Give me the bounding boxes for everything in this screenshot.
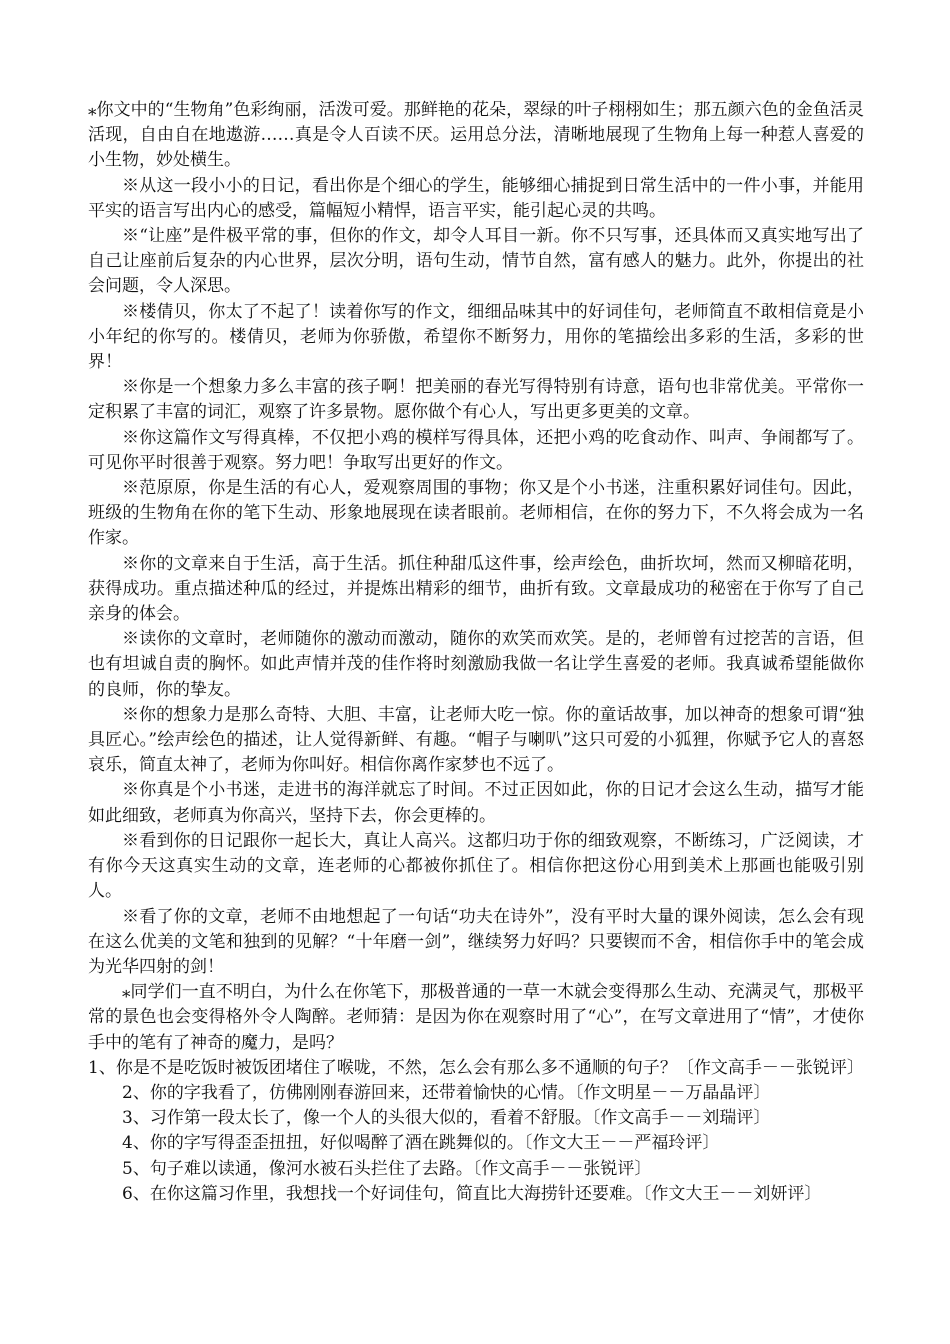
comment-paragraph: ※你的想象力是那么奇特、大胆、丰富，让老师大吃一惊。你的童话故事，加以神奇的想象可谓“独具匠心。”绘声绘色的描述，让人觉得新鲜、有趣。“帽子与喇叭”这只可爱的小狐狸，你赋予它人的喜怒哀乐，简直太神了，老师为你叫好。相信你离作家梦也不远了。 [88, 704, 864, 776]
numbered-comment: 4、你的字写得歪歪扭扭，好似喝醉了酒在跳舞似的。〔作文大王－－严福玲评〕 [122, 1133, 720, 1154]
comment-paragraph: ※范原原，你是生活的有心人，爱观察周围的事物；你又是个小书迷，注重积累好词佳句。因此，班级的生物角在你的笔下生动、形象地展现在读者眼前。老师相信，在你的努力下，不久将会成为一名作家。 [88, 478, 864, 549]
comment-paragraph: ※你是一个想象力多么丰富的孩子啊！把美丽的春光写得特别有诗意，语句也非常优美。平常你一定积累了丰富的词汇，观察了许多景物。愿你做个有心人，写出更多更美的文章。 [88, 377, 864, 423]
document-page [88, 98, 864, 1207]
comment-paragraph: ※楼倩贝，你太了不起了！读着你写的作文，细细品味其中的好词佳句，老师简直不敢相信竟是小小年纪的你写的。楼倩贝，老师为你骄傲，希望你不断努力，用你的笔描绘出多彩的生活，多彩的世界！ [88, 301, 864, 373]
numbered-comment: 5、句子难以读通，像河水被石头拦住了去路。〔作文高手－－张锐评〕 [122, 1158, 652, 1179]
comment-paragraph: ※你的文章来自于生活，高于生活。抓住种甜瓜这件事，绘声绘色，曲折坎坷，然而又柳暗花明，获得成功。重点描述种瓜的经过，并提炼出精彩的细节，曲折有致。文章最成功的秘密在于你写了自己亲身的体会。 [88, 553, 864, 625]
comment-paragraph: ※你真是个小书迷，走进书的海洋就忘了时间。不过正因如此，你的日记才会这么生动，描写才能如此细致，老师真为你高兴，坚持下去，你会更棒的。 [88, 780, 864, 826]
comment-paragraph: ※你这篇作文写得真棒，不仅把小鸡的模样写得具体，还把小鸡的吃食动作、叫声、争闹都写了。可见你平时很善于观察。努力吧！争取写出更好的作文。 [88, 427, 864, 473]
comment-paragraph: ※读你的文章时，老师随你的激动而激动，随你的欢笑而欢笑。是的，老师曾有过挖苦的言语，但也有坦诚自责的胸怀。如此声情并茂的佳作将时刻激励我做一名让学生喜爱的老师。我真诚希望能做你的良师，你的挚友。 [88, 629, 864, 700]
numbered-comment: 1、你是不是吃饭时被饭团堵住了喉咙，不然，怎么会有那么多不通顺的句子？〔作文高手－－张锐评〕 [88, 1057, 864, 1078]
comment-paragraph: ⁎同学们一直不明白，为什么在你笔下，那极普通的一草一木就会变得那么生动、充满灵气，那极平常的景色也会变得格外令人陶醉。老师猜：是因为你在观察时用了“心”，在写文章进用了“情”，才使你手中的笔有了神奇的魔力，是吗？ [88, 982, 864, 1053]
comment-paragraph: ※“让座”是件极平常的事，但你的作文，却令人耳目一新。你不只写事，还具体而又真实地写出了自己让座前后复杂的内心世界，层次分明，语句生动，情节自然，富有感人的魅力。此外，你提出的社会问题，令人深思。 [88, 226, 864, 297]
numbered-comment: 6、在你这篇习作里，我想找一个好词佳句，简直比大海捞针还要难。〔作文大王－－刘妍评〕 [122, 1183, 822, 1204]
numbered-comment: 2、你的字我看了，仿佛刚刚春游回来，还带着愉快的心情。〔作文明星－－万晶晶评〕 [122, 1082, 771, 1103]
comment-paragraph: ※从这一段小小的日记，看出你是个细心的学生，能够细心捕捉到日常生活中的一件小事，并能用平实的语言写出内心的感受，篇幅短小精悍，语言平实，能引起心灵的共鸣。 [88, 175, 864, 221]
comment-paragraph: ※看了你的文章，老师不由地想起了一句话“功夫在诗外”，没有平时大量的课外阅读，怎么会有现在这么优美的文笔和独到的见解？“十年磨一剑”，继续努力好吗？只要锲而不舍，相信你手中的笔会成为光华四射的剑！ [88, 906, 864, 977]
numbered-comment: 3、习作第一段太长了，像一个人的头很大似的，看着不舒服。〔作文高手－－刘瑞评〕 [122, 1108, 771, 1129]
comment-paragraph: ※看到你的日记跟你一起长大，真让人高兴。这都归功于你的细致观察，不断练习，广泛阅读，才有你今天这真实生动的文章，连老师的心都被你抓住了。相信你把这份心用到美术上那画也能吸引别人。 [88, 830, 864, 902]
comment-paragraph: ⁎你文中的“生物角”色彩绚丽，活泼可爱。那鲜艳的花朵，翠绿的叶子栩栩如生；那五颜六色的金鱼活灵活现，自由自在地遨游……真是令人百读不厌。运用总分法，清晰地展现了生物角上每一种惹人喜爱的小生物，妙处横生。 [88, 100, 864, 171]
